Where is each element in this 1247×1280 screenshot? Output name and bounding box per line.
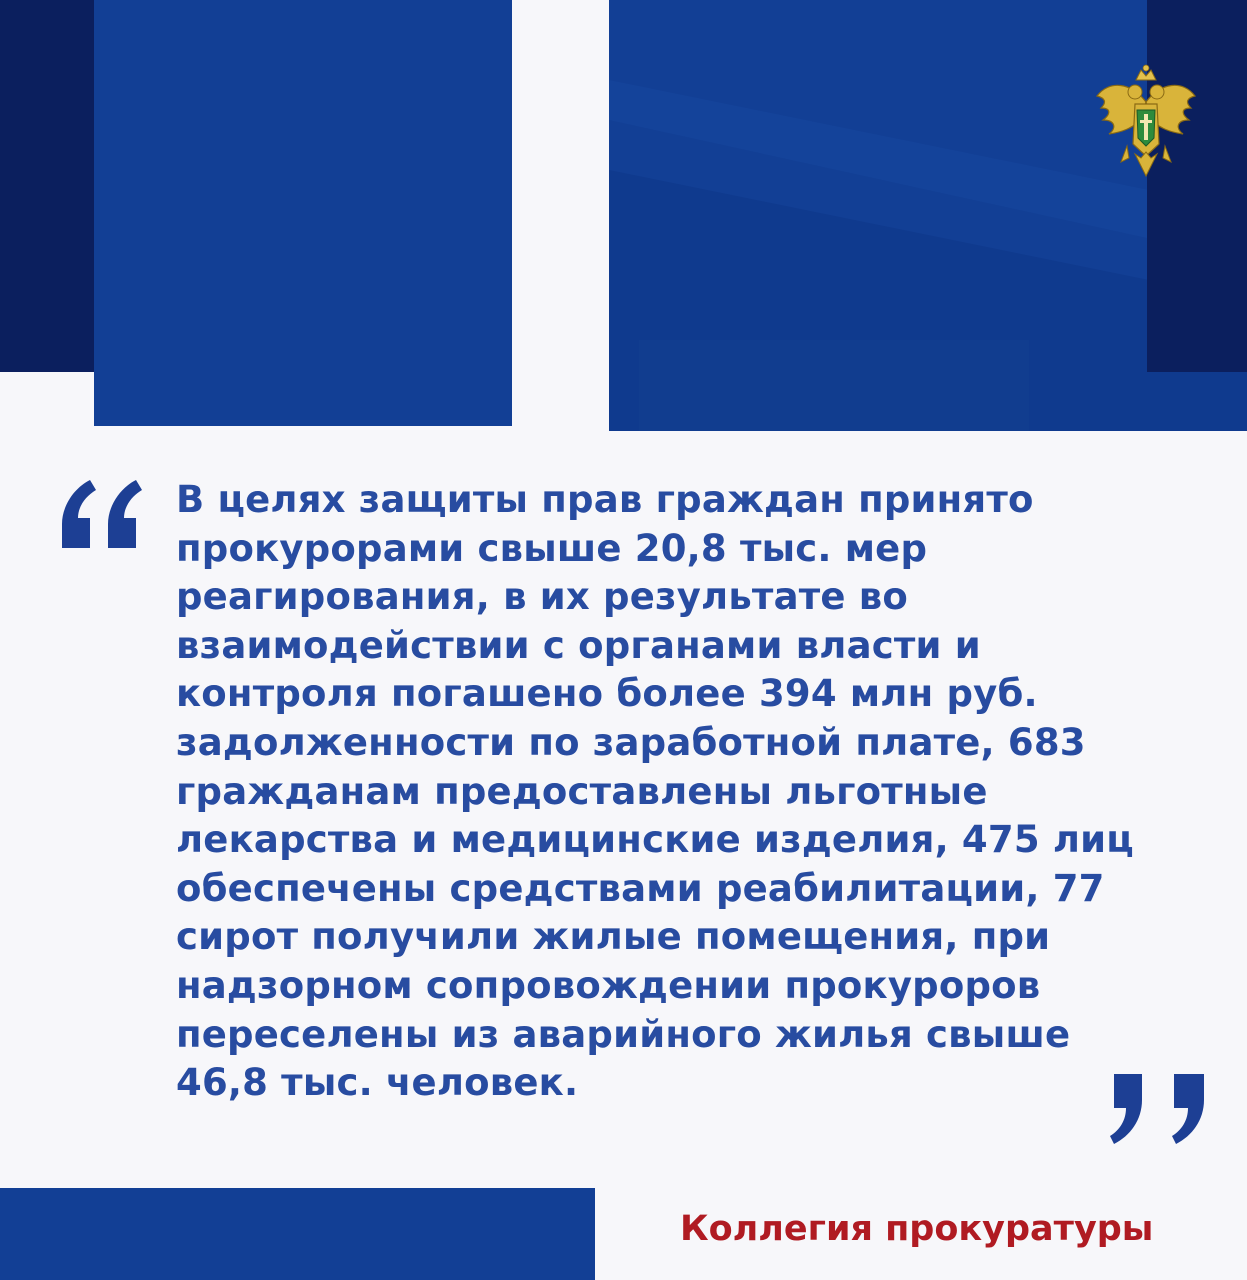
prosecutor-emblem-icon (1091, 62, 1201, 188)
bottom-blue-bar (0, 1188, 595, 1280)
blue-square-block (94, 0, 512, 426)
close-quote-icon (1108, 1072, 1216, 1146)
open-quote-icon (60, 478, 146, 552)
dark-left-strip (0, 0, 94, 372)
signature-text: Коллегия прокуратуры (680, 1209, 1154, 1249)
quote-text: В целях защиты прав граждан принято прокурорами свыше 20,8 тыс. мер реагирования, в их результате во взаимодействии с органами власти и контроля погашено более 394 млн руб. задолженности по заработной плате, 683 гражданам предоставлены льготные лекарства и медицинские изделия, 475 лиц обеспечены средствами реабилитации, 77 сирот получили жилые помещения, при надзорном сопровождении прокуроров переселены из аварийного жилья свыше 46,8 тыс. человек. (176, 478, 1134, 1105)
